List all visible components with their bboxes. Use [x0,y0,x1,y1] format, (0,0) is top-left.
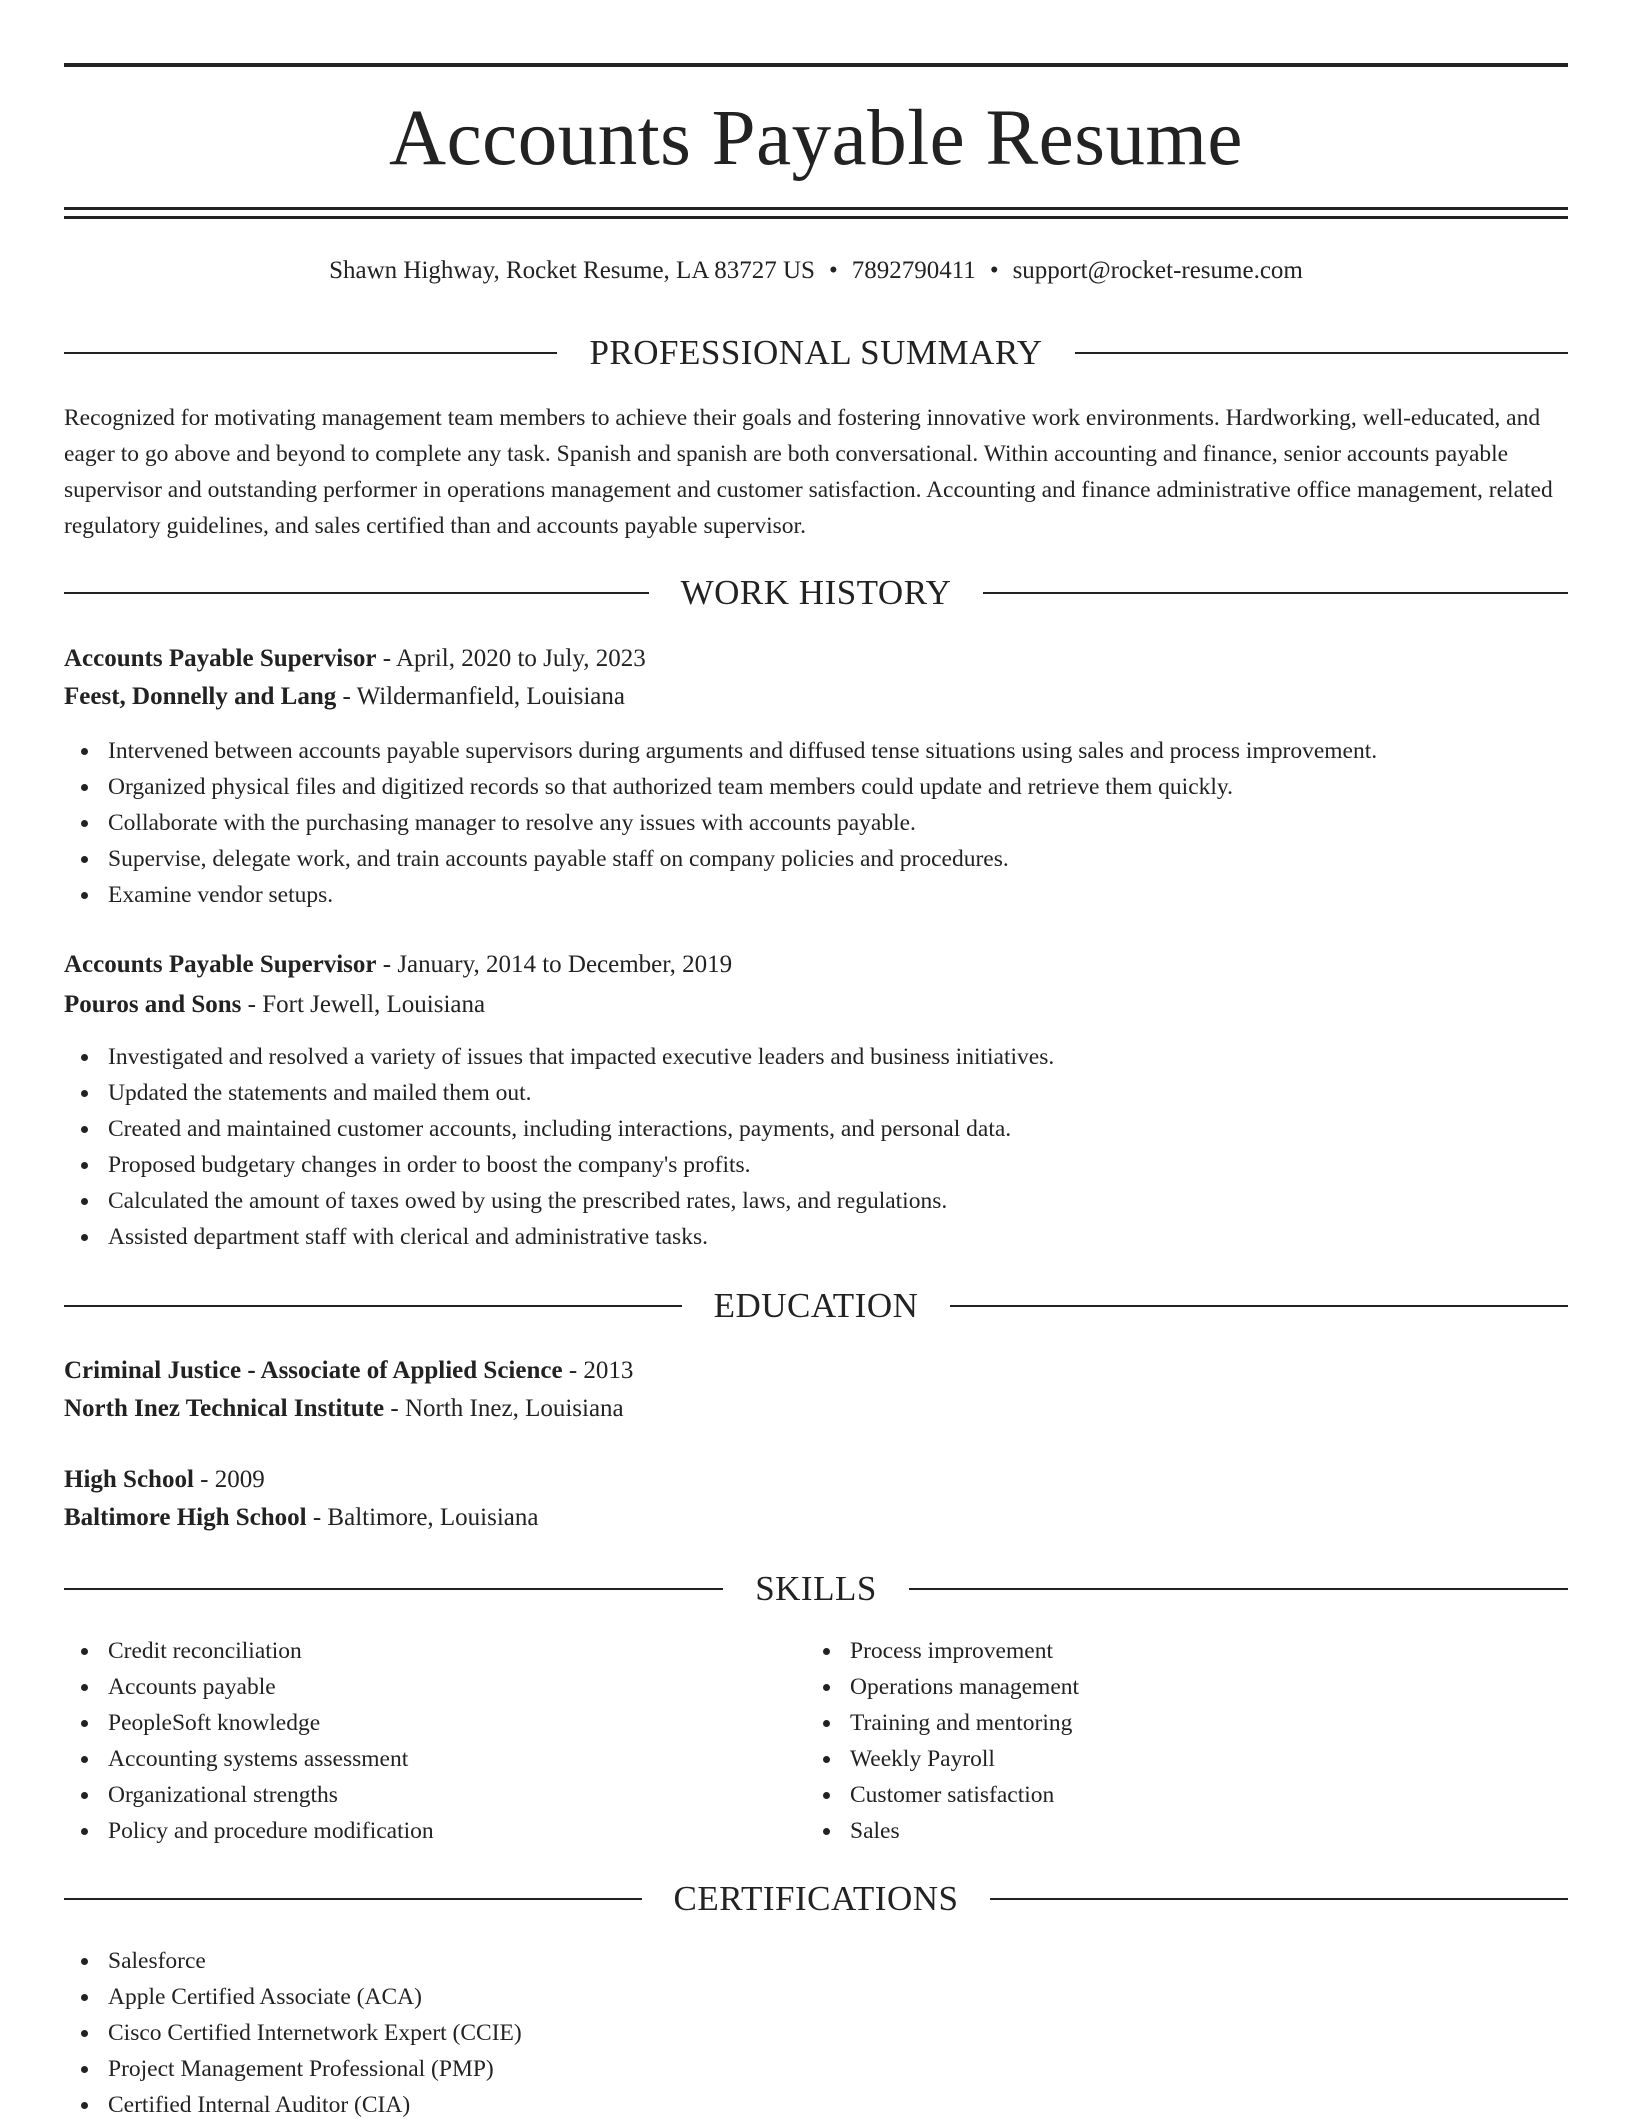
skills-list-left [64,1633,434,1849]
education-degree: Criminal Justice - Associate of Applied Science [64,1357,563,1384]
education-location: - Baltimore, Louisiana [306,1504,539,1531]
section-header-work [64,571,1568,615]
list-item: Assisted department staff with clerical and administrative tasks. [64,1219,1054,1255]
section-header-skills [64,1567,1568,1611]
education-school-line [64,1391,1568,1427]
list-item: Project Management Professional (PMP) [64,2051,522,2087]
job-location: - Fort Jewell, Louisiana [241,991,486,1018]
list-item: Process improvement [806,1633,1079,1669]
title-rule-lower [64,216,1568,219]
job-company-line [64,987,1568,1023]
section-rule [990,1898,1568,1900]
job-location: - Wildermanfield, Louisiana [336,683,625,710]
list-item: Credit reconciliation [64,1633,434,1669]
job-dates: - April, 2020 to July, 2023 [376,645,646,672]
list-item: Collaborate with the purchasing manager to resolve any issues with accounts payable. [64,805,1377,841]
list-item: Supervise, delegate work, and train accounts payable staff on company policies and procedures. [64,841,1377,877]
section-rule [950,1305,1568,1307]
section-rule [1075,352,1568,354]
education-year: - 2013 [562,1357,634,1384]
section-rule [64,1898,642,1900]
contact-line [64,254,1568,288]
job-bullets [64,1039,1054,1255]
list-item: Proposed budgetary changes in order to boost the company's profits. [64,1147,1054,1183]
job-dates: - January, 2014 to December, 2019 [376,951,733,978]
section-header-certifications [64,1877,1568,1921]
list-item: Weekly Payroll [806,1741,1079,1777]
contact-email: support@rocket-resume.com [1012,257,1303,284]
job-title-line [64,947,1568,983]
list-item: Intervened between accounts payable supervisors during arguments and diffused tense situations using sales and process improvement. [64,733,1377,769]
title-rule-upper [64,207,1568,210]
job-company-line [64,679,1568,715]
list-item: Investigated and resolved a variety of issues that impacted executive leaders and business initiatives. [64,1039,1054,1075]
section-rule [64,1588,723,1590]
section-rule [64,1305,682,1307]
resume-title: Accounts Payable Resume [389,95,1243,182]
section-header-summary [64,331,1568,375]
section-title: SKILLS [755,1569,877,1608]
list-item: Organized physical files and digitized records so that authorized team members could update and retrieve them quickly. [64,769,1377,805]
section-rule [64,592,649,594]
contact-separator: • [828,257,838,284]
education-school: North Inez Technical Institute [64,1395,385,1422]
job-company: Feest, Donnelly and Lang [64,683,337,710]
education-degree-line [64,1462,1568,1498]
job-company: Pouros and Sons [64,991,242,1018]
section-rule [909,1588,1568,1590]
job-bullets [64,733,1377,913]
list-item: Policy and procedure modification [64,1813,434,1849]
education-school-line [64,1500,1568,1536]
list-item: PeopleSoft knowledge [64,1705,434,1741]
section-header-education [64,1284,1568,1328]
section-title: PROFESSIONAL SUMMARY [589,333,1043,372]
contact-phone: 7892790411 [851,257,976,284]
list-item: Training and mentoring [806,1705,1079,1741]
section-title: CERTIFICATIONS [673,1879,959,1918]
section-rule [983,592,1568,594]
contact-separator: • [989,257,999,284]
list-item: Cisco Certified Internetwork Expert (CCIE) [64,2015,522,2051]
list-item: Created and maintained customer accounts, including interactions, payments, and personal data. [64,1111,1054,1147]
certifications-list [64,1943,522,2123]
list-item: Apple Certified Associate (ACA) [64,1979,522,2015]
contact-address: Shawn Highway, Rocket Resume, LA 83727 US [329,257,815,284]
list-item: Customer satisfaction [806,1777,1079,1813]
job-title: Accounts Payable Supervisor [64,645,377,672]
education-year: - 2009 [193,1466,265,1493]
top-rule [64,63,1568,67]
education-location: - North Inez, Louisiana [384,1395,624,1422]
section-title: WORK HISTORY [680,573,952,612]
education-degree-line [64,1353,1568,1389]
education-school: Baltimore High School [64,1504,307,1531]
education-degree: High School [64,1466,194,1493]
list-item: Examine vendor setups. [64,877,1377,913]
list-item: Accounts payable [64,1669,434,1705]
section-title: EDUCATION [713,1286,919,1325]
list-item: Organizational strengths [64,1777,434,1813]
job-title: Accounts Payable Supervisor [64,951,377,978]
list-item: Certified Internal Auditor (CIA) [64,2087,522,2123]
list-item: Updated the statements and mailed them out. [64,1075,1054,1111]
list-item: Accounting systems assessment [64,1741,434,1777]
job-title-line [64,641,1568,677]
list-item: Operations management [806,1669,1079,1705]
section-rule [64,352,557,354]
list-item: Sales [806,1813,1079,1849]
list-item: Salesforce [64,1943,522,1979]
list-item: Calculated the amount of taxes owed by using the prescribed rates, laws, and regulations. [64,1183,1054,1219]
skills-list-right [806,1633,1079,1849]
summary-paragraph: Recognized for motivating management team members to achieve their goals and fostering innovative work environments. Hardworking, well-educated, and eager to go above and beyond to complete any task. Spanish and spanish are both conversational. Within accounting and finance, senior accounts payable supervisor and outstanding performer in operations management and customer satisfaction. Accounting and finance administrative office management, related regulatory guidelines, and sales certified than and accounts payable supervisor. [64,405,1553,539]
